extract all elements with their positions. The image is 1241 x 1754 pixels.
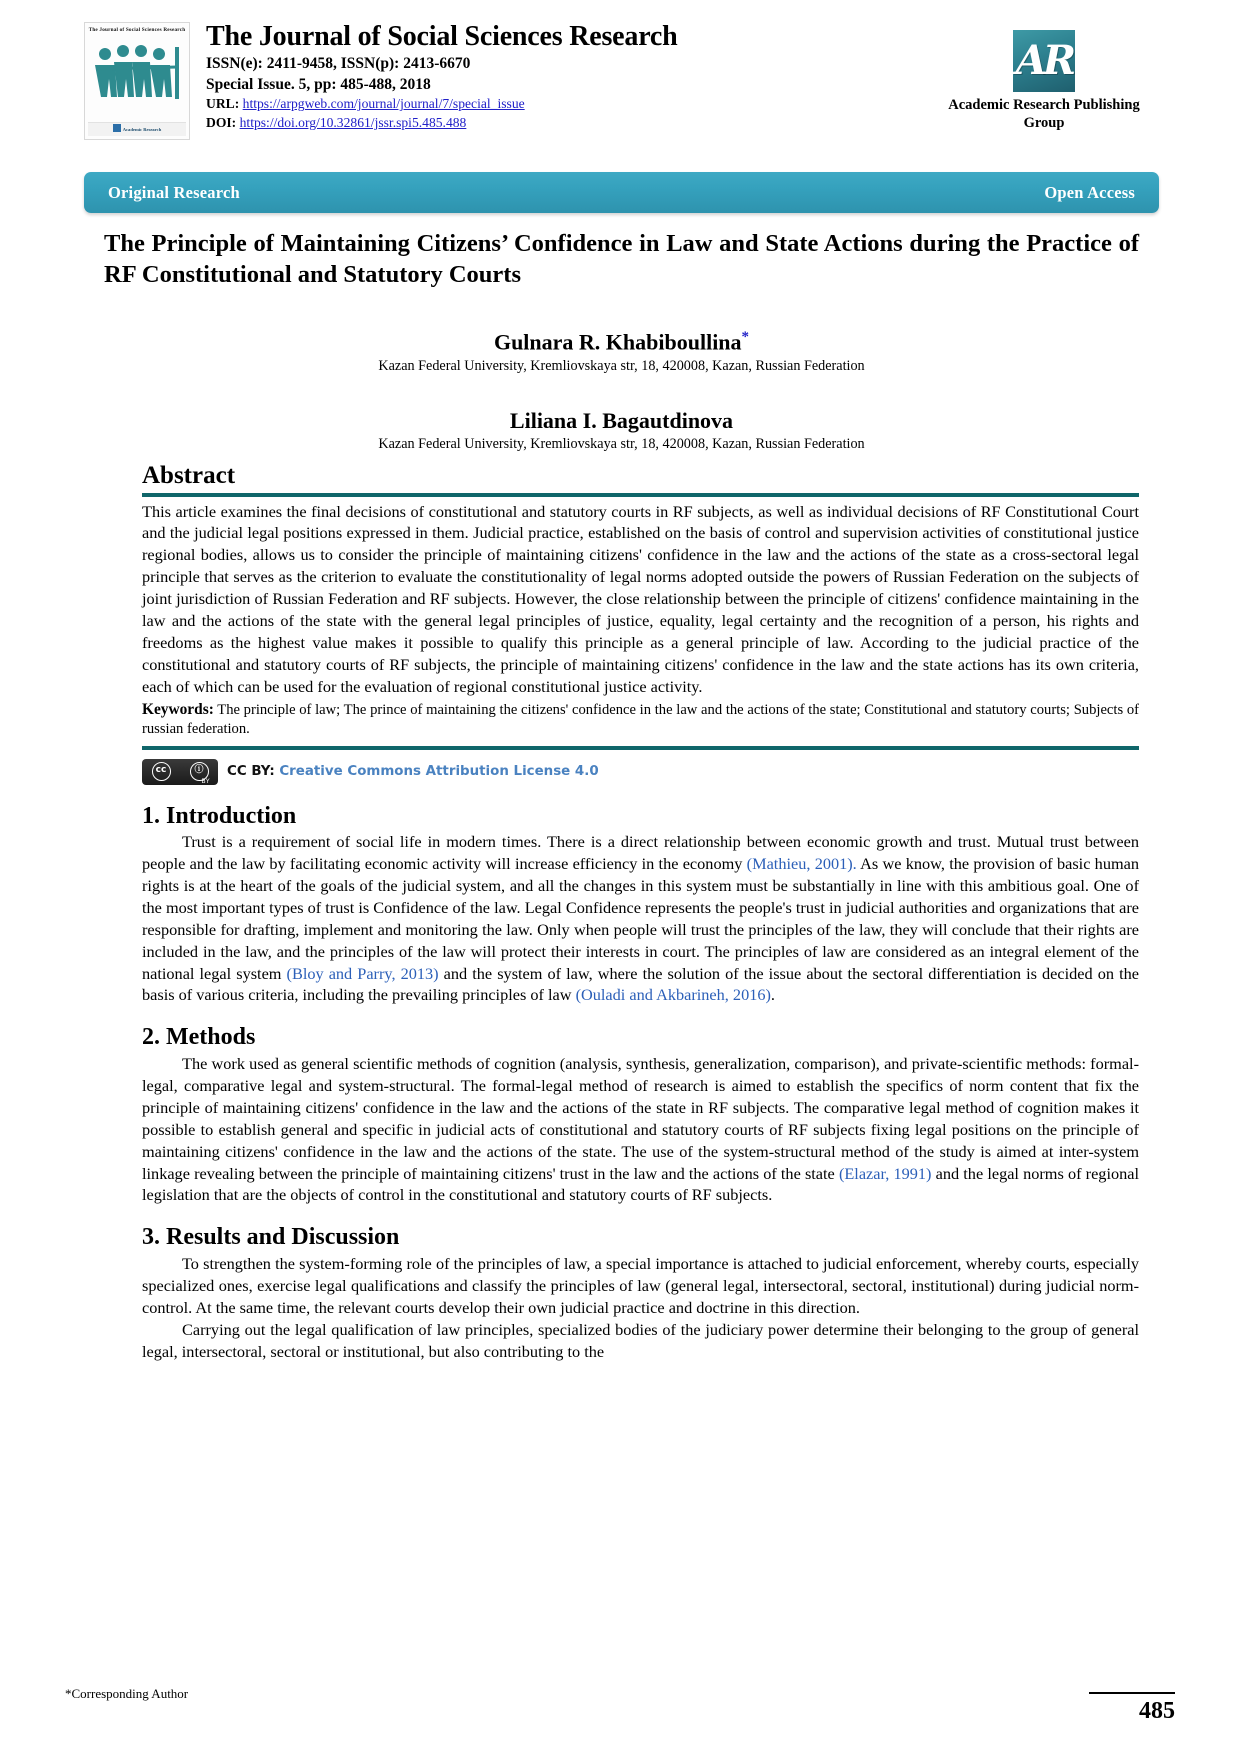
corresponding-author-marker: * — [741, 329, 750, 345]
license-text — [227, 764, 599, 779]
keywords-label: Keywords: — [142, 700, 214, 718]
journal-title: The Journal of Social Sciences Research — [206, 21, 678, 52]
paragraph-text: To strengthen the system-forming role of the principles of law, a special importance is attached to judicial enforcement, whereby courts, especially specialized ones, exercise legal qualifications and classify the principles of law (general legal, intersectoral, sectoral, institutional) during judicial norm-control. At the same time, the relevant courts develop their own judicial practice and doctrine in this direction. — [142, 1253, 1139, 1317]
abstract-rule-top — [142, 493, 1139, 497]
keywords-line — [142, 700, 1139, 740]
page-number-rule — [1089, 1692, 1175, 1694]
section-heading: 3. Results and Discussion — [142, 1224, 400, 1251]
journal-url-line — [206, 95, 929, 113]
corresponding-author-note: *Corresponding Author — [65, 1686, 189, 1701]
section-heading: 1. Introduction — [142, 802, 297, 829]
journal-url-link[interactable]: https://arpgweb.com/journal/journal/7/special_issue — [242, 96, 525, 112]
cover-footer-label: Academic Research — [88, 122, 186, 136]
section-paragraph — [142, 831, 1139, 1006]
abstract-rule-bottom — [142, 746, 1139, 750]
cc-by-sublabel: BY — [201, 777, 210, 785]
cover-publisher-mark-icon — [113, 124, 121, 132]
paragraph-text: The work used as general scientific methods of cognition (analysis, synthesis, generalization, comparison), and private-scientific methods: formal-legal, comparative legal and system-structural. The formal-legal method of research is aimed to establish the specifics of norm content that fix the principle of maintaining citizens' confidence in the law and the actions of the state in RF subjects. The comparative legal method of cognition makes it possible to establish general and specific in judicial acts of constitutional and statutory courts of RF subjects fixing legal positions on the principle of maintaining citizens' confidence in the law and the actions of the state. The use of the system-structural method of the study is aimed at inter-system linkage revealing between the principle of maintaining citizens' trust in the law and the actions of the state — [142, 1053, 1139, 1183]
section-paragraph — [142, 1319, 1139, 1363]
author-affiliation: Kazan Federal University, Kremliovskaya str, 18, 420008, Kazan, Russian Federation — [378, 436, 865, 453]
publisher-logo-icon: AR — [1013, 30, 1075, 92]
content-column — [142, 462, 1139, 1362]
journal-issue: Special Issue. 5, pp: 485-488, 2018 — [206, 75, 431, 93]
paragraph-text: and the legal norms of regional legislation that are the objects of control in the constitutional and statutory courts of RF subjects. — [142, 1163, 1140, 1205]
publisher-block — [929, 22, 1159, 132]
author-affiliation: Kazan Federal University, Kremliovskaya str, 18, 420008, Kazan, Russian Federation — [378, 357, 865, 374]
license-link[interactable]: Creative Commons Attribution License 4.0 — [279, 764, 599, 780]
abstract-heading: Abstract — [142, 462, 236, 489]
doi-label: DOI: — [206, 114, 237, 130]
author-name: Gulnara R. Khabiboullina* — [493, 329, 750, 355]
author-entry — [104, 328, 1139, 376]
access-banner — [84, 172, 1159, 213]
article-sections — [142, 803, 1139, 1363]
masthead — [84, 22, 1159, 140]
cc-circle-icon: cc — [152, 762, 171, 781]
abstract-text: This article examines the final decisions of constitutional and statutory courts in RF subjects, as well as individual decisions of RF Constitutional Court and the judicial legal positions expressed in them. Judicial practice, established on the basis of control and supervision activities of constitutional justice regional bodies, allows us to consider the principle of maintaining citizens' confidence in the law and the actions of the state as a cross-sectoral legal principle that serves as the criterion to evaluate the constitutionality of legal norms adopted outside the powers of Russian Federation on the subjects of joint jurisdiction of Russian Federation and RF subjects. However, the close relationship between the principle of citizens' confidence maintaining in the law and the actions of the state with the general legal principles of justice, equality, legal certainty and the recognition of a person, his rights and freedoms as the highest value makes it possible to qualify this principle as a general principle of law. According to the judicial practice of the constitutional and statutory courts of RF subjects, the principle of maintaining citizens' confidence in the law and the state actions has its own criteria, each of which can be used for the evaluation of regional constitutional justice activity. — [142, 501, 1139, 696]
creative-commons-badge-icon[interactable] — [142, 759, 218, 785]
journal-doi-link[interactable]: https://doi.org/10.32861/jssr.spi5.485.488 — [239, 114, 467, 130]
author-name: Liliana I. Bagautdinova — [509, 407, 734, 433]
banner-access-type: Open Access — [1044, 182, 1135, 202]
section-paragraph — [142, 1253, 1139, 1319]
paragraph-text: Trust is a requirement of social life in modern times. There is a direct relationship between economic growth and trust. Mutual trust between people and the law by facilitating economic activity will increase efficiency in the economy — [142, 832, 1139, 874]
cover-artwork-icon — [91, 41, 183, 109]
license-prefix: CC BY: — [227, 764, 275, 780]
publisher-name: Academic Research Publishing Group — [948, 97, 1140, 132]
author-spacer — [104, 376, 1139, 398]
keywords-text: The principle of law; The prince of maintaining the citizens' confidence in the law and the actions of the state; Constitutional and statutory courts; Subjects of russian federation. — [142, 701, 1140, 738]
by-person-circle-icon: ⓘ — [190, 762, 209, 781]
page-number: 485 — [1139, 1698, 1175, 1724]
author-entry — [104, 408, 1139, 455]
authors-block — [104, 318, 1139, 454]
license-row — [142, 759, 1139, 785]
masthead-text — [190, 22, 929, 132]
journal-cover-image — [84, 22, 190, 140]
page-title: The Principle of Maintaining Citizens’ Confidence in Law and State Actions during the Practice of RF Constitutional and Statutory Courts — [104, 230, 1139, 289]
section-heading: 2. Methods — [142, 1024, 256, 1051]
section-paragraph — [142, 1053, 1139, 1206]
citation-link[interactable]: (Ouladi and Akbarineh, 2016) — [575, 985, 771, 1005]
paragraph-text: As we know, the provision of basic human rights is at the heart of the goals of the judicial system, and all the changes in this system must be substantially in line with this ambitious goal. One of the most important types of trust is Confidence of the law. Legal Confidence represents the people's trust in judicial authorities and organizations that are responsible for drafting, implement and monitoring the law. Only when people will trust the principles of the law, they will conclude that their rights are included in the law, and the principles of the law will protect their interests in court. The principles of law are considered as an integral element of the national legal system — [142, 854, 1139, 983]
paragraph-text: . — [770, 985, 775, 1005]
journal-issn: ISSN(e): 2411-9458, ISSN(p): 2413-6670 — [206, 55, 471, 73]
journal-doi-line — [206, 114, 929, 132]
paragraph-text: Carrying out the legal qualification of law principles, specialized bodies of the judiciary power determine their belonging to the group of general legal, intersectoral, sectoral or institutional, but also contributing to the — [142, 1319, 1139, 1361]
url-label: URL: — [206, 96, 240, 112]
banner-article-type: Original Research — [108, 182, 240, 202]
citation-link[interactable]: (Mathieu, 2001). — [746, 854, 857, 874]
cover-caption: The Journal of Social Sciences Research — [88, 27, 186, 33]
paragraph-text: and the system of law, where the solution of the issue about the sectoral differentiation is decided on the basis of various criteria, including the prevailing principles of law — [142, 963, 1139, 1005]
citation-link[interactable]: (Bloy and Parry, 2013) — [286, 963, 439, 983]
citation-link[interactable]: (Elazar, 1991) — [838, 1163, 932, 1183]
